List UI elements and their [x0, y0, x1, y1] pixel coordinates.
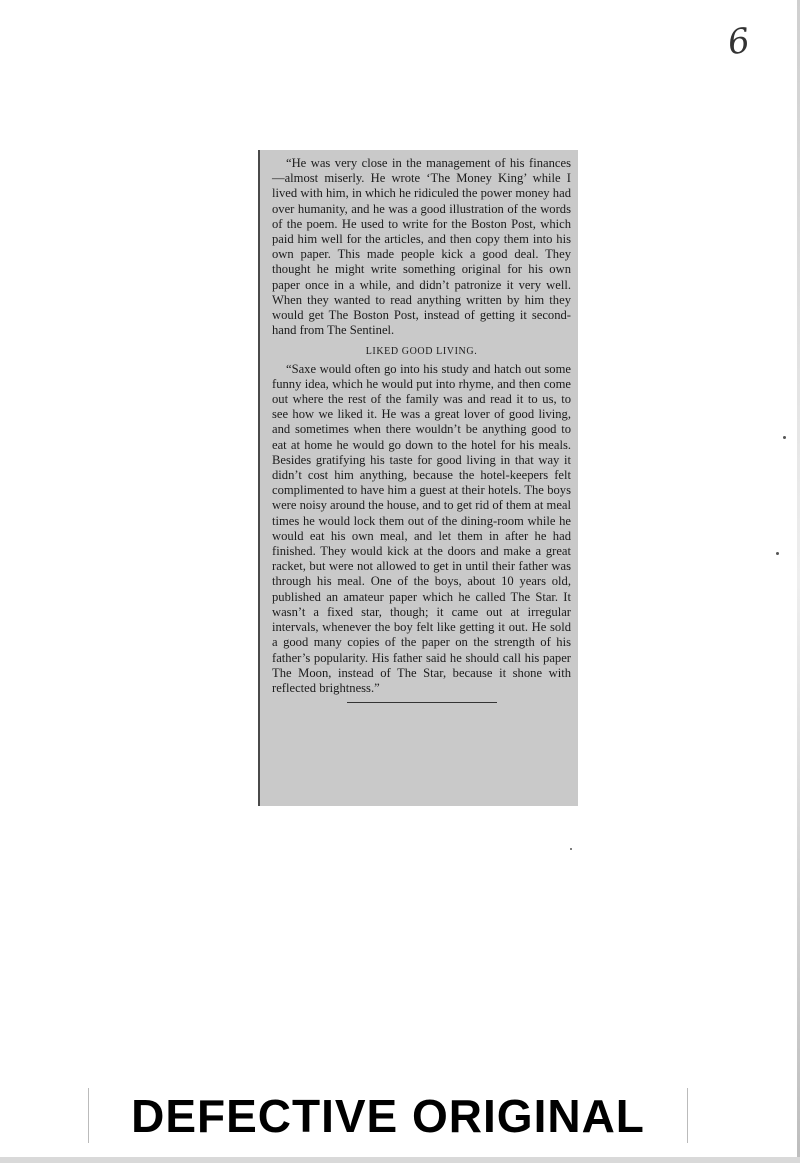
scan-speck: [776, 552, 779, 555]
defective-original-stamp: [88, 1088, 688, 1143]
handwritten-page-number: 6: [725, 20, 753, 64]
stamp-text: DEFECTIVE ORIGINAL: [131, 1089, 645, 1142]
clipping-paragraph-2: “Saxe would often go into his study and hatch out some funny idea, which he would put into rhyme, and then come out where the rest of the family was and read it to us, to see how we liked it. He was a great lover of good living, and sometimes when there wouldn’t be anything good to eat at home he would go down to the hotel for his meals. Besides gratifying his taste for good living in that way it didn’t cost him anything, because the hotel-keepers felt complimented to have him a guest at their hotels. The boys were noisy around the house, and to get rid of them at meal times he would lock them out of the dining-room while he would eat his own meal, and let them in after he had finished. They would kick at the doors and make a great racket, but were not allowed to get in until their father was through his meal. One of the boys, about 10 years old, published an amateur paper which he called The Star. It wasn’t a fixed star, though; it came out at irregular intervals, whenever the boy felt like getting it out. He sold a good many copies of the paper on the strength of his father’s popularity. His father said he should call his paper The Moon, instead of The Star, because it shone with reflected brightness.”: [272, 361, 572, 695]
clipping-subheading: LIKED GOOD LIVING.: [365, 346, 478, 358]
newspaper-clipping: [258, 150, 578, 806]
scan-bottom-edge: [0, 1157, 800, 1163]
scan-speck: [570, 848, 572, 850]
clipping-paragraph-1: “He was very close in the management of his finances—almost miserly. He wrote ‘The Money King’ while I lived with him, in which he ridiculed the power money had over humanity, and he was a good illustration of the words of the poem. He used to write for the Boston Post, which paid him well for the articles, and then copy them into his own paper. This made people kick a good deal. They thought he might write something original for his own paper once in a while, and didn’t patronize it very well. When they wanted to read anything written by him they would get The Boston Post, instead of getting it second-hand from The Sentinel.: [272, 156, 571, 338]
scan-speck: [783, 436, 786, 439]
clipping-end-rule: [347, 702, 497, 703]
